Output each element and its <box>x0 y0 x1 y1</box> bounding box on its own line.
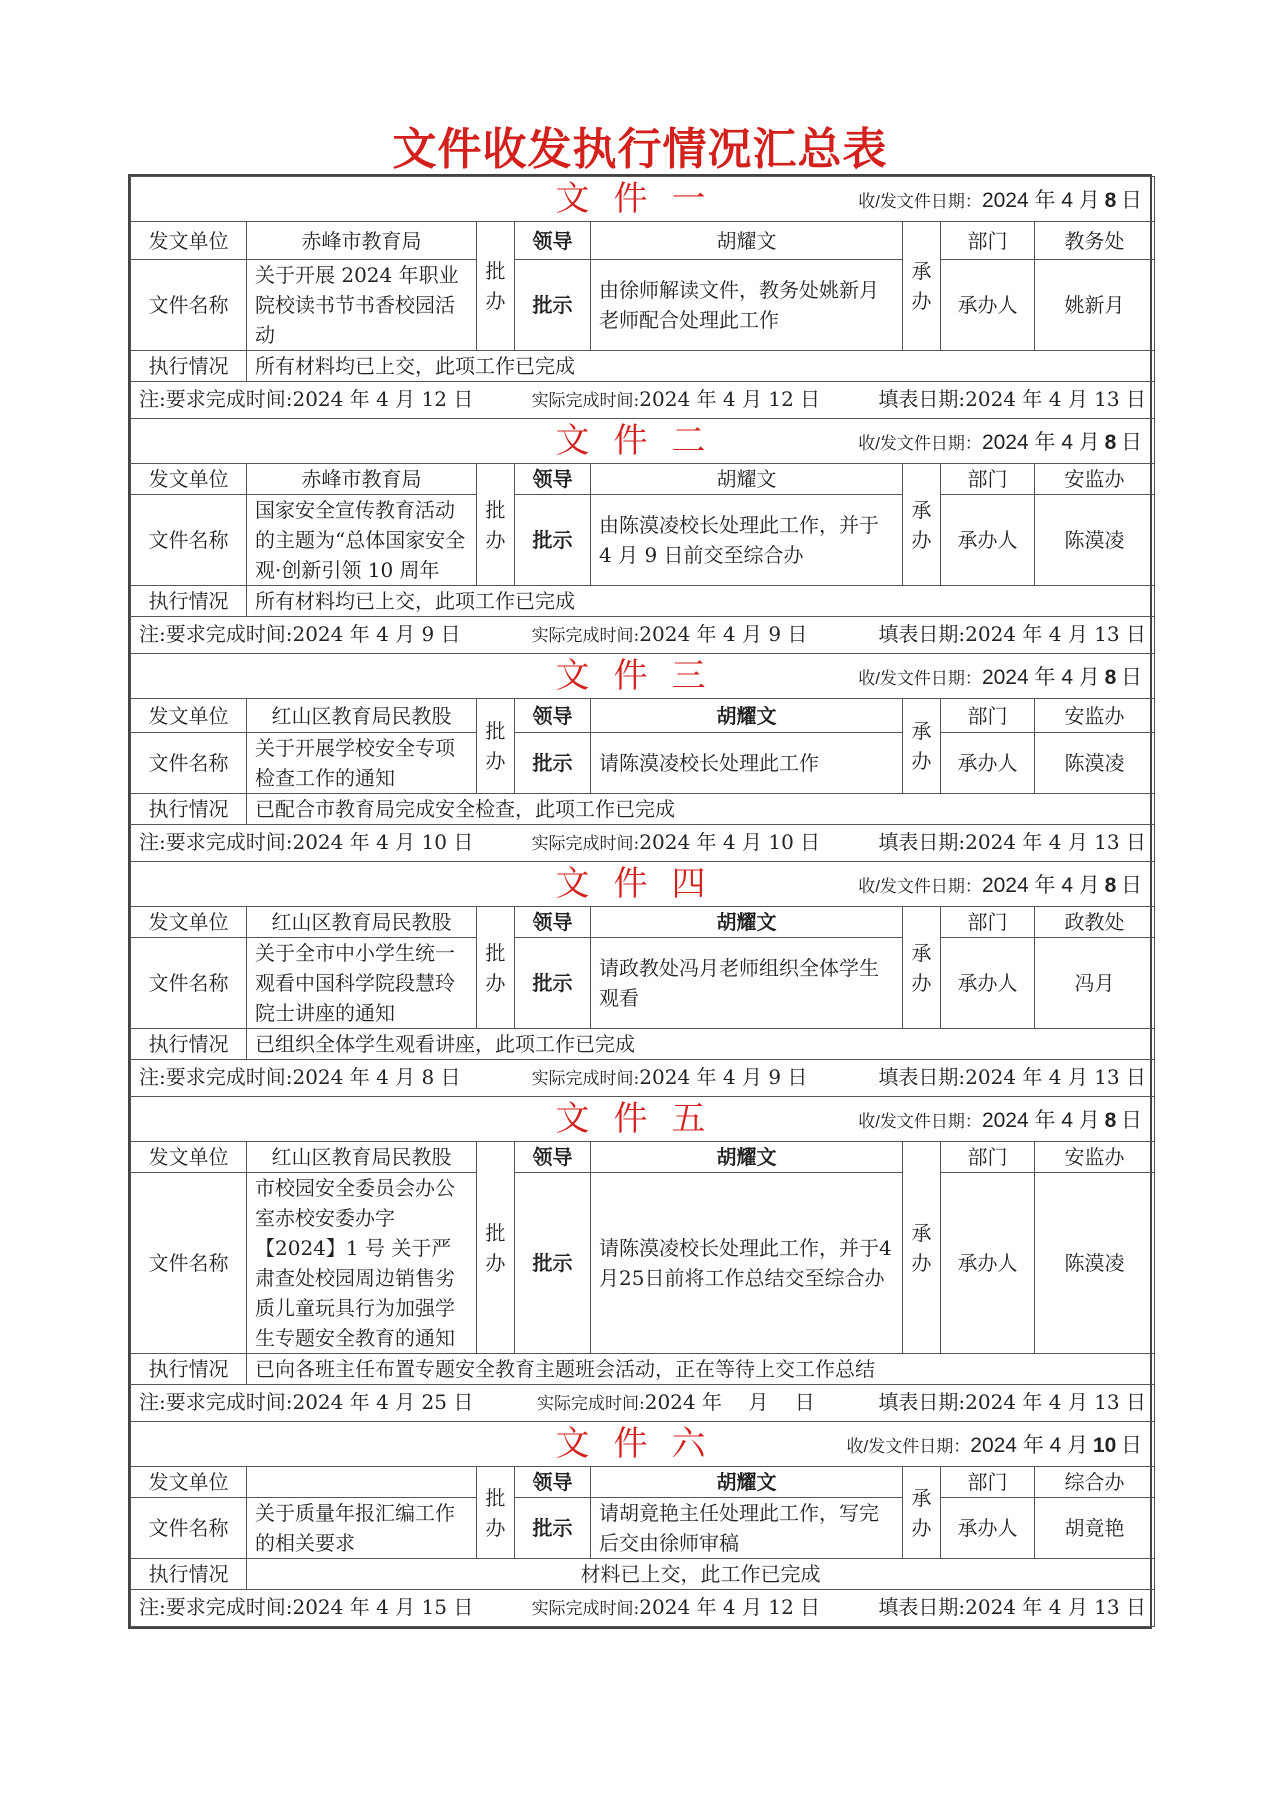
actual-time-value: 2024 年 4 月 12 日 <box>639 1595 821 1619</box>
approval-char-2: 办 <box>485 527 506 552</box>
fill-date-label: 填表日期: <box>878 1595 966 1619</box>
document-row <box>131 260 1155 351</box>
receive-date-suffix: 日 <box>1121 1109 1142 1132</box>
document-name-value: 关于开展 2024 年职业院校读书节书香校园活动 <box>247 260 477 351</box>
required-time <box>139 384 473 416</box>
actual-time-label: 实际完成时间: <box>531 1599 640 1619</box>
instruction-label: 批示 <box>515 495 591 586</box>
receive-date-suffix: 日 <box>1121 431 1142 454</box>
execution-label: 执行情况 <box>131 586 247 617</box>
required-time <box>139 827 473 859</box>
handling-char-2: 办 <box>911 970 932 995</box>
handler-value: 姚新月 <box>1035 260 1155 351</box>
approval-label <box>477 464 515 586</box>
leader-value: 胡耀文 <box>591 464 903 495</box>
approval-label <box>477 222 515 351</box>
actual-time-value: 2024 年 4 月 10 日 <box>639 830 821 854</box>
required-time-value: 2024 年 4 月 10 日 <box>292 830 474 854</box>
leader-label: 领导 <box>515 1467 591 1498</box>
sender-label: 发文单位 <box>131 699 247 733</box>
approval-char-2: 办 <box>485 1250 506 1275</box>
department-value: 安监办 <box>1035 699 1155 733</box>
receive-date-label: 收/发文件日期： <box>858 192 982 211</box>
actual-time-label: 实际完成时间: <box>531 626 640 646</box>
execution-value: 已组织全体学生观看讲座，此项工作已完成 <box>247 1029 1155 1060</box>
file-number: 文件三 <box>555 656 730 696</box>
file-header-row <box>131 862 1155 907</box>
execution-label: 执行情况 <box>131 1029 247 1060</box>
handling-char-1: 承 <box>911 497 932 522</box>
receive-date-label: 收/发文件日期： <box>858 1112 982 1131</box>
receive-date <box>858 1097 1142 1142</box>
execution-row <box>131 351 1155 382</box>
execution-label: 执行情况 <box>131 1354 247 1385</box>
fill-date <box>878 1387 1146 1419</box>
receive-date-year-month: 2024 年 4 月 <box>981 874 1100 897</box>
required-time <box>139 1387 473 1419</box>
leader-value: 胡耀文 <box>591 1467 903 1498</box>
fill-date-value: 2024 年 4 月 13 日 <box>965 1065 1146 1089</box>
execution-label: 执行情况 <box>131 1559 247 1590</box>
note-row <box>131 825 1155 862</box>
file-header <box>131 862 1155 907</box>
instruction-label: 批示 <box>515 938 591 1029</box>
document-name-label: 文件名称 <box>131 495 247 586</box>
file-header <box>131 177 1155 222</box>
sender-label: 发文单位 <box>131 907 247 938</box>
records-body <box>131 177 1155 1627</box>
handler-value: 冯月 <box>1035 938 1155 1029</box>
execution-row <box>131 586 1155 617</box>
note-row <box>131 1385 1155 1422</box>
actual-time-label: 实际完成时间: <box>531 834 640 854</box>
document-row <box>131 938 1155 1029</box>
handler-label: 承办人 <box>941 733 1035 794</box>
approval-label <box>477 1467 515 1559</box>
file-number: 文件五 <box>555 1099 730 1139</box>
required-time-value: 2024 年 4 月 12 日 <box>292 387 474 411</box>
receive-date <box>847 1422 1142 1467</box>
required-time <box>139 1592 473 1624</box>
completion-note <box>131 1060 1155 1097</box>
execution-value: 材料已上交，此工作已完成 <box>247 1559 1155 1590</box>
fill-date <box>878 619 1146 651</box>
actual-time-value: 2024 年 4 月 9 日 <box>639 1065 808 1089</box>
approval-char-2: 办 <box>485 289 506 313</box>
approval-char-1: 批 <box>485 719 506 743</box>
required-time-label: 注:要求完成时间: <box>139 1595 293 1619</box>
actual-time <box>537 1387 815 1419</box>
receive-date-year-month: 2024 年 4 月 <box>981 1109 1100 1132</box>
instruction-value: 请陈漠凌校长处理此工作 <box>591 733 903 794</box>
receive-date-suffix: 日 <box>1121 189 1142 212</box>
document-name-label: 文件名称 <box>131 260 247 351</box>
handling-char-1: 承 <box>911 1220 932 1245</box>
sender-value: 赤峰市教育局 <box>247 222 477 260</box>
actual-time-value: 2024 年 4 月 12 日 <box>639 387 821 411</box>
document-name-value: 关于质量年报汇编工作的相关要求 <box>247 1498 477 1559</box>
approval-char-1: 批 <box>485 259 506 283</box>
sender-row <box>131 1467 1155 1498</box>
leader-value: 胡耀文 <box>591 907 903 938</box>
document-row <box>131 495 1155 586</box>
file-header-row <box>131 419 1155 464</box>
execution-value: 已向各班主任布置专题安全教育主题班会活动，正在等待上交工作总结 <box>247 1354 1155 1385</box>
department-label: 部门 <box>941 222 1035 260</box>
handling-char-2: 办 <box>911 289 932 313</box>
fill-date-value: 2024 年 4 月 13 日 <box>965 387 1146 411</box>
document-name-label: 文件名称 <box>131 733 247 794</box>
sender-row <box>131 699 1155 733</box>
leader-label: 领导 <box>515 699 591 733</box>
completion-note <box>131 1590 1155 1627</box>
receive-date-suffix: 日 <box>1121 1434 1142 1457</box>
approval-char-2: 办 <box>485 970 506 995</box>
document-name-value: 国家安全宣传教育活动的主题为“总体国家安全观·创新引领 10 周年 <box>247 495 477 586</box>
sender-label: 发文单位 <box>131 1142 247 1173</box>
file-header-row <box>131 1097 1155 1142</box>
completion-note <box>131 1385 1155 1422</box>
sender-row <box>131 464 1155 495</box>
note-row <box>131 617 1155 654</box>
document-name-value: 关于开展学校安全专项检查工作的通知 <box>247 733 477 794</box>
instruction-value: 请政教处冯月老师组织全体学生观看 <box>591 938 903 1029</box>
approval-label <box>477 699 515 794</box>
receive-date-label: 收/发文件日期： <box>858 669 982 688</box>
note-row <box>131 1590 1155 1627</box>
document-name-label: 文件名称 <box>131 1498 247 1559</box>
execution-label: 执行情况 <box>131 351 247 382</box>
fill-date <box>878 1062 1146 1094</box>
department-label: 部门 <box>941 1467 1035 1498</box>
receive-date <box>858 654 1142 699</box>
approval-label <box>477 1142 515 1354</box>
receive-date-year-month: 2024 年 4 月 <box>970 1434 1089 1457</box>
leader-value: 胡耀文 <box>591 699 903 733</box>
actual-time <box>532 827 821 859</box>
handler-label: 承办人 <box>941 495 1035 586</box>
fill-date <box>878 827 1146 859</box>
receive-date-day: 8 <box>1104 666 1117 689</box>
file-header <box>131 654 1155 699</box>
handler-value: 胡竟艳 <box>1035 1498 1155 1559</box>
required-time-value: 2024 年 4 月 9 日 <box>292 622 461 646</box>
sender-value: 红山区教育局民教股 <box>247 907 477 938</box>
handler-value: 陈漠凌 <box>1035 495 1155 586</box>
page-title: 文件收发执行情况汇总表 <box>392 124 888 175</box>
receive-date-label: 收/发文件日期： <box>858 434 982 453</box>
handler-label: 承办人 <box>941 938 1035 1029</box>
handler-label: 承办人 <box>941 260 1035 351</box>
sender-row <box>131 1142 1155 1173</box>
actual-time <box>532 619 808 651</box>
approval-label <box>477 907 515 1029</box>
execution-value: 所有材料均已上交，此项工作已完成 <box>247 586 1155 617</box>
records-table <box>130 176 1155 1627</box>
execution-value: 所有材料均已上交，此项工作已完成 <box>247 351 1155 382</box>
actual-time-label: 实际完成时间: <box>531 391 640 411</box>
fill-date-value: 2024 年 4 月 13 日 <box>965 622 1146 646</box>
handling-char-1: 承 <box>911 719 932 743</box>
leader-value: 胡耀文 <box>591 222 903 260</box>
handling-label <box>903 907 941 1029</box>
receive-date-label: 收/发文件日期： <box>858 877 982 896</box>
department-value: 安监办 <box>1035 464 1155 495</box>
instruction-value: 请胡竟艳主任处理此工作，写完后交由徐师审稿 <box>591 1498 903 1559</box>
execution-row <box>131 1559 1155 1590</box>
approval-char-1: 批 <box>485 497 506 522</box>
file-header <box>131 1422 1155 1467</box>
receive-date <box>858 177 1142 222</box>
approval-char-2: 办 <box>485 749 506 773</box>
receive-date-day: 8 <box>1104 431 1117 454</box>
fill-date-value: 2024 年 4 月 13 日 <box>965 1595 1146 1619</box>
instruction-value: 由陈漠凌校长处理此工作，并于 4 月 9 日前交至综合办 <box>591 495 903 586</box>
handler-value: 陈漠凌 <box>1035 733 1155 794</box>
execution-value: 已配合市教育局完成安全检查，此项工作已完成 <box>247 794 1155 825</box>
completion-note <box>131 825 1155 862</box>
actual-time <box>532 1062 808 1094</box>
file-number: 文件六 <box>555 1424 730 1464</box>
fill-date-label: 填表日期: <box>878 1390 966 1414</box>
handler-value: 陈漠凌 <box>1035 1173 1155 1354</box>
receive-date-day: 10 <box>1092 1434 1117 1457</box>
receive-date-year-month: 2024 年 4 月 <box>981 666 1100 689</box>
department-value: 政教处 <box>1035 907 1155 938</box>
sender-row <box>131 907 1155 938</box>
handling-label <box>903 699 941 794</box>
file-header <box>131 419 1155 464</box>
records-sheet <box>128 174 1152 1629</box>
receive-date-label: 收/发文件日期： <box>846 1437 971 1456</box>
document-name-value: 关于全市中小学生统一观看中国科学院段慧玲院士讲座的通知 <box>247 938 477 1029</box>
required-time-label: 注:要求完成时间: <box>139 1390 293 1414</box>
document-row <box>131 1173 1155 1354</box>
instruction-label: 批示 <box>515 1173 591 1354</box>
handling-char-1: 承 <box>911 940 932 965</box>
handling-char-2: 办 <box>911 527 932 552</box>
document-row <box>131 1498 1155 1559</box>
sender-label: 发文单位 <box>131 222 247 260</box>
instruction-label: 批示 <box>515 733 591 794</box>
receive-date-suffix: 日 <box>1121 666 1142 689</box>
receive-date-day: 8 <box>1104 1109 1117 1132</box>
note-row <box>131 1060 1155 1097</box>
fill-date-label: 填表日期: <box>878 830 966 854</box>
sender-value <box>247 1467 477 1498</box>
required-time-label: 注:要求完成时间: <box>139 1065 293 1089</box>
sender-label: 发文单位 <box>131 464 247 495</box>
document-name-value: 市校园安全委员会办公室赤校安委办字【2024】1 号 关于严肃查处校园周边销售劣质儿童玩具行为加强学生专题安全教育的通知 <box>247 1173 477 1354</box>
execution-row <box>131 1029 1155 1060</box>
instruction-value: 由徐师解读文件，教务处姚新月老师配合处理此工作 <box>591 260 903 351</box>
leader-label: 领导 <box>515 464 591 495</box>
handling-label <box>903 1142 941 1354</box>
leader-value: 胡耀文 <box>591 1142 903 1173</box>
department-value: 综合办 <box>1035 1467 1155 1498</box>
required-time <box>139 1062 461 1094</box>
completion-note <box>131 382 1155 419</box>
required-time-label: 注:要求完成时间: <box>139 387 293 411</box>
file-number: 文件四 <box>555 864 730 904</box>
instruction-value: 请陈漠凌校长处理此工作，并于4月25日前将工作总结交至综合办 <box>591 1173 903 1354</box>
department-label: 部门 <box>941 699 1035 733</box>
handling-char-2: 办 <box>911 1250 932 1275</box>
approval-char-1: 批 <box>485 1220 506 1245</box>
handling-char-2: 办 <box>911 1515 932 1540</box>
actual-time <box>532 1592 821 1624</box>
required-time-value: 2024 年 4 月 8 日 <box>292 1065 461 1089</box>
required-time-value: 2024 年 4 月 25 日 <box>292 1390 474 1414</box>
file-header-row <box>131 177 1155 222</box>
instruction-label: 批示 <box>515 1498 591 1559</box>
note-row <box>131 382 1155 419</box>
sender-row <box>131 222 1155 260</box>
execution-row <box>131 1354 1155 1385</box>
handling-label <box>903 464 941 586</box>
instruction-label: 批示 <box>515 260 591 351</box>
receive-date-year-month: 2024 年 4 月 <box>981 189 1100 212</box>
sender-value: 红山区教育局民教股 <box>247 699 477 733</box>
sender-value: 赤峰市教育局 <box>247 464 477 495</box>
actual-time <box>532 384 821 416</box>
file-header <box>131 1097 1155 1142</box>
handling-char-2: 办 <box>911 749 932 773</box>
required-time-label: 注:要求完成时间: <box>139 830 293 854</box>
actual-time-label: 实际完成时间: <box>531 1069 640 1089</box>
required-time-value: 2024 年 4 月 15 日 <box>292 1595 474 1619</box>
handler-label: 承办人 <box>941 1498 1035 1559</box>
leader-label: 领导 <box>515 907 591 938</box>
fill-date-value: 2024 年 4 月 13 日 <box>965 1390 1146 1414</box>
fill-date-label: 填表日期: <box>878 1065 966 1089</box>
receive-date-day: 8 <box>1104 189 1117 212</box>
department-label: 部门 <box>941 464 1035 495</box>
leader-label: 领导 <box>515 1142 591 1173</box>
fill-date-label: 填表日期: <box>878 622 966 646</box>
handling-label <box>903 222 941 351</box>
required-time-label: 注:要求完成时间: <box>139 622 293 646</box>
handler-label: 承办人 <box>941 1173 1035 1354</box>
fill-date <box>878 1592 1146 1624</box>
handling-char-1: 承 <box>911 1485 932 1510</box>
approval-char-1: 批 <box>485 1485 506 1510</box>
department-label: 部门 <box>941 907 1035 938</box>
file-number: 文件二 <box>555 421 730 461</box>
file-number: 文件一 <box>555 179 730 219</box>
handling-label <box>903 1467 941 1559</box>
department-value: 安监办 <box>1035 1142 1155 1173</box>
actual-time-value: 2024 年 4 月 9 日 <box>639 622 808 646</box>
receive-date-day: 8 <box>1104 874 1117 897</box>
receive-date <box>858 862 1142 907</box>
completion-note <box>131 617 1155 654</box>
execution-label: 执行情况 <box>131 794 247 825</box>
sender-label: 发文单位 <box>131 1467 247 1498</box>
receive-date <box>858 419 1142 464</box>
document-name-label: 文件名称 <box>131 1173 247 1354</box>
department-value: 教务处 <box>1035 222 1155 260</box>
handling-char-1: 承 <box>911 259 932 283</box>
document-name-label: 文件名称 <box>131 938 247 1029</box>
receive-date-year-month: 2024 年 4 月 <box>981 431 1100 454</box>
execution-row <box>131 794 1155 825</box>
actual-time-label: 实际完成时间: <box>537 1394 645 1414</box>
approval-char-1: 批 <box>485 940 506 965</box>
document-row <box>131 733 1155 794</box>
fill-date-label: 填表日期: <box>878 387 966 411</box>
fill-date-value: 2024 年 4 月 13 日 <box>965 830 1146 854</box>
approval-char-2: 办 <box>485 1515 506 1540</box>
file-header-row <box>131 654 1155 699</box>
file-header-row <box>131 1422 1155 1467</box>
leader-label: 领导 <box>515 222 591 260</box>
required-time <box>139 619 461 651</box>
receive-date-suffix: 日 <box>1121 874 1142 897</box>
department-label: 部门 <box>941 1142 1035 1173</box>
sender-value: 红山区教育局民教股 <box>247 1142 477 1173</box>
fill-date <box>878 384 1146 416</box>
actual-time-value: 2024 年 月 日 <box>644 1390 815 1414</box>
